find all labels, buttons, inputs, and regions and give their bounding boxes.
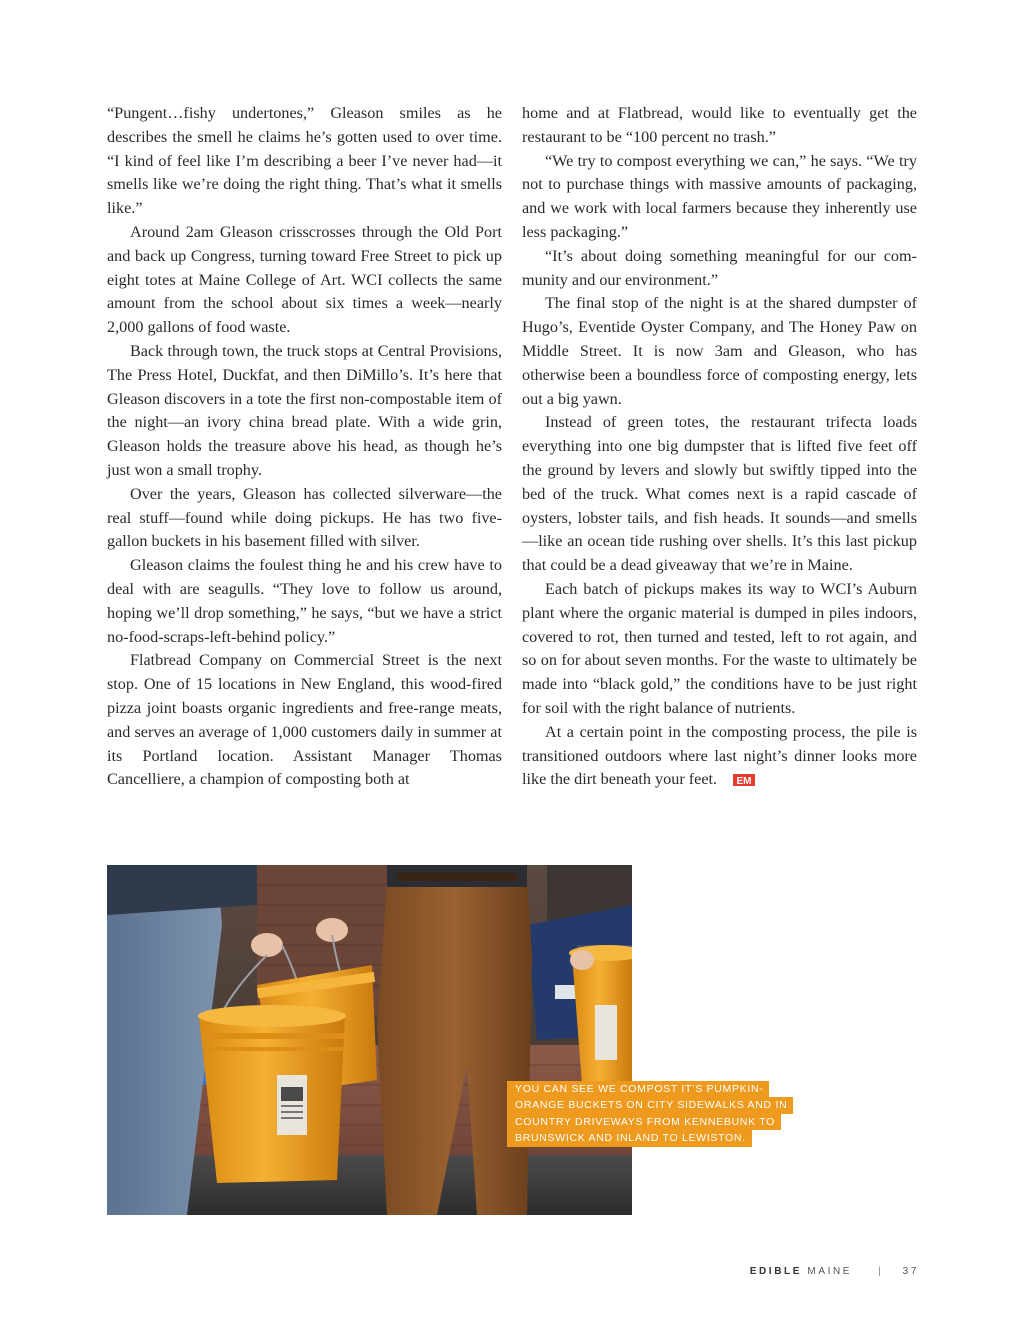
final-paragraph-text: At a certain point in the composting process, the pile is transitioned outdoors where last night’s dinner looks more like the dirt beneath your feet.: [522, 722, 917, 789]
article-column-right: [522, 102, 917, 792]
paragraph: Instead of green totes, the restaurant trifecta loads everything into one big dumpster that is lifted five feet off the ground by levers and slowly but swiftly tipped into the bed of the truck. What comes next is a rapid cascade of oysters, lobster tails, and fish heads. It sounds—and smells—like an ocean tide rushing over shells. It’s this last pickup that could be a dead giveaway that we’re in Maine.: [522, 413, 917, 575]
paragraph: Each batch of pickups makes its way to WCI’s Auburn plant where the organic material is dumped in piles indoors, covered to rot, then turned and tested, left to rot again, and so on for about seven months. For the waste to ultimately be made into “black gold,” the conditions have to be just right for soil with the right balance of nutrients.: [522, 579, 917, 717]
footer-region: MAINE: [807, 1266, 853, 1277]
caption-line: ORANGE BUCKETS ON CITY SIDEWALKS AND IN: [507, 1097, 793, 1113]
photo-compost-buckets-illustration: [107, 865, 632, 1215]
caption-line: YOU CAN SEE WE COMPOST IT’S PUMPKIN-: [507, 1081, 769, 1097]
paragraph: Over the years, Gleason has collected silverware—the real stuff—found while doing pickups. He has two five-gallon buckets in his basement filled with silver.: [107, 484, 502, 551]
paragraph: Gleason claims the foulest thing he and his crew have to deal with are seagulls. “They love to follow us around, hoping we’ll drop something,” he says, “but we have a strict no-food-scraps-left-behind policy.”: [107, 556, 502, 646]
paragraph: “Pungent…fishy undertones,” Gleason smiles as he describes the smell he claims he’s gotten used to over time. “I kind of feel like I’m describing a beer I’ve never had—it smells like we’re doing the right thing. That’s what it smells like.”: [107, 104, 502, 218]
footer-separator: |: [878, 1266, 881, 1277]
photo-caption: [507, 1081, 793, 1147]
paragraph: Back through town, the truck stops at Central Provisions, The Press Hotel, Duckfat, and then DiMillo’s. It’s here that Gleason discovers in a tote the first non-compostable item of the night—an ivory china bread plate. With a wide grin, Gleason holds the treasure above his head, as though he’s just won a small trophy.: [107, 341, 502, 479]
caption-line: BRUNSWICK AND INLAND TO LEWISTON.: [507, 1130, 752, 1146]
page-footer: [750, 1266, 919, 1277]
final-paragraph: [522, 721, 917, 792]
paragraph: “It’s about doing something meaningful for our community and our environment.”: [522, 246, 917, 289]
paragraph: home and at Flatbread, would like to eventually get the restaurant to be “100 percent no trash.”: [522, 104, 917, 146]
paragraph: Around 2am Gleason crisscrosses through the Old Port and back up Congress, turning toward Free Street to pick up eight totes at Maine College of Art. WCI collects the same amount from the school about six times a week—nearly 2,000 gallons of food waste.: [107, 222, 502, 337]
end-mark-label: EM: [736, 776, 752, 787]
article-photo: [107, 865, 632, 1215]
footer-brand: EDIBLE: [749, 1266, 802, 1277]
paragraph: Flatbread Company on Commercial Street is the next stop. One of 15 locations in New England, this wood-fired pizza joint boasts organic ingredients and free-range meats, and serves an average of 1,000 customers daily in summer at its Portland location. Assistant Manager Thomas Cancelliere, a champion of composting both at: [107, 651, 502, 789]
edible-maine-end-mark-icon: [733, 774, 755, 786]
paragraph: “We try to compost everything we can,” he says. “We try not to purchase things with massive amounts of packaging, and we work with local farmers because they inherently use less packaging.”: [522, 151, 917, 241]
paragraph: The final stop of the night is at the shared dumpster of Hugo’s, Eventide Oyster Company, and The Honey Paw on Middle Street. It is now 3am and Gleason, who has otherwise been a boundless force of composting energy, lets out a big yawn.: [522, 294, 917, 408]
article-column-left: [107, 102, 502, 792]
caption-line: COUNTRY DRIVEWAYS FROM KENNEBUNK TO: [507, 1114, 781, 1130]
page-number: 37: [902, 1266, 919, 1277]
